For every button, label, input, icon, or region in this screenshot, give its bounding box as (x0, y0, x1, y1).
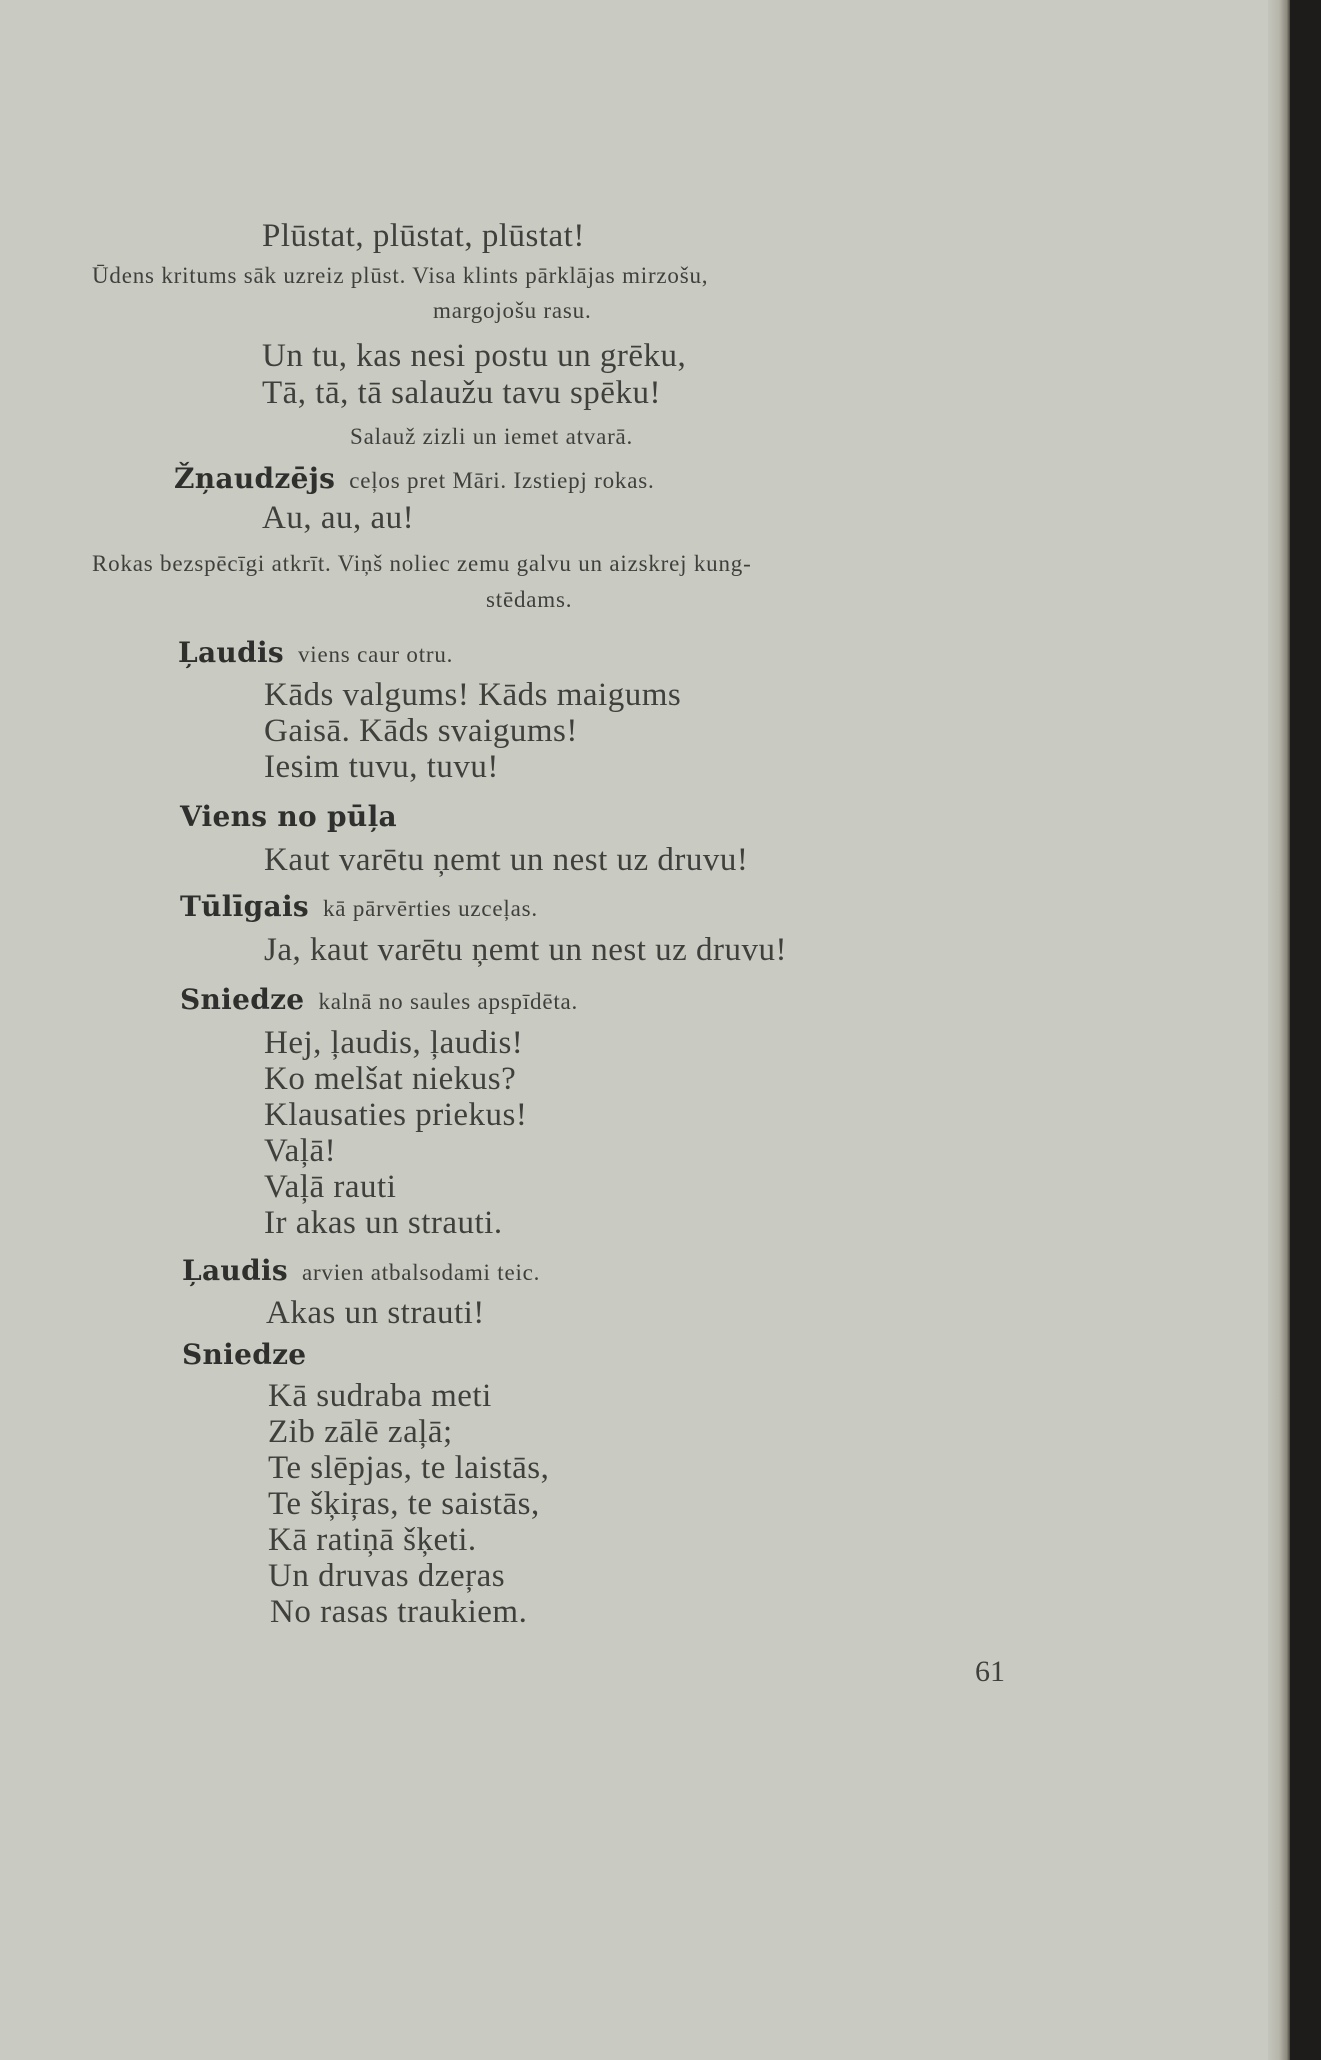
page-edge (1268, 0, 1290, 2060)
verse-line: Zib zālē zaļā; (268, 1414, 453, 1450)
verse-line: Un druvas dzeŗas (268, 1558, 506, 1594)
speaker-name: Ļaudis (182, 1254, 288, 1287)
speaker-line (180, 800, 397, 833)
verse-line: Kaut varētu ņemt un nest uz druvu! (264, 842, 749, 878)
stage-direction: margojošu rasu. (433, 298, 592, 323)
verse-line: Ja, kaut varētu ņemt un nest uz druvu! (264, 932, 788, 968)
speaker-line (178, 636, 453, 669)
verse-line: Klausaties priekus! (264, 1097, 528, 1133)
stage-direction-inline: ceļos pret Māri. Izstiepj rokas. (349, 468, 655, 493)
verse-line: Kā sudraba meti (268, 1378, 492, 1414)
verse-line: Ko melšat niekus? (264, 1061, 517, 1097)
speaker-line (174, 462, 655, 495)
verse-line: Iesim tuvu, tuvu! (264, 749, 499, 785)
verse-line: Kā ratiņā šķeti. (268, 1522, 477, 1558)
speaker-line (182, 1254, 540, 1287)
verse-line: Te slēpjas, te laistās, (268, 1450, 550, 1486)
verse-line: Vaļā! (264, 1133, 337, 1169)
verse-line: Akas un strauti! (266, 1295, 485, 1331)
book-binding-shadow (1290, 0, 1321, 2060)
verse-line: Kāds valgums! Kāds maigums (264, 677, 682, 713)
speaker-line (180, 983, 578, 1016)
speaker-name: Ļaudis (178, 636, 284, 669)
speaker-line (180, 890, 538, 923)
stage-direction-inline: kā pārvērties uzceļas. (323, 896, 538, 921)
stage-direction-inline: arvien atbalsodami teic. (301, 1260, 541, 1285)
verse-line: No rasas traukiem. (270, 1594, 528, 1630)
stage-direction: stēdams. (486, 587, 573, 612)
verse-line: Te šķiŗas, te saistās, (268, 1486, 540, 1522)
speaker-name: Viens no pūļa (180, 800, 397, 833)
verse-line: Vaļā rauti (264, 1169, 397, 1205)
stage-direction-inline: kalnā no saules apspīdēta. (318, 989, 579, 1014)
speaker-name: Sniedze (182, 1338, 307, 1371)
stage-direction: Ūdens kritums sāk uzreiz plūst. Visa klints pārklājas mirzošu, (92, 263, 709, 288)
speaker-name: Tūlīgais (180, 890, 309, 923)
verse-line: Plūstat, plūstat, plūstat! (262, 218, 585, 254)
page-number: 61 (975, 1655, 1005, 1688)
verse-line: Hej, ļaudis, ļaudis! (264, 1025, 524, 1061)
stage-direction-inline: viens caur otru. (297, 642, 454, 667)
verse-line: Tā, tā, tā salaužu tavu spēku! (262, 375, 661, 411)
speaker-name: Sniedze (180, 983, 305, 1016)
verse-line: Ir akas un strauti. (264, 1205, 503, 1241)
verse-line: Au, au, au! (262, 500, 415, 536)
speaker-line (182, 1338, 306, 1371)
verse-line: Un tu, kas nesi postu un grēku, (262, 338, 687, 374)
verse-line: Gaisā. Kāds svaigums! (264, 713, 578, 749)
speaker-name: Žņaudzējs (174, 462, 336, 495)
stage-direction: Salauž zizli un iemet atvarā. (350, 424, 634, 449)
stage-direction: Rokas bezspēcīgi atkrīt. Viņš noliec zemu galvu un aizskrej kung- (92, 551, 752, 576)
